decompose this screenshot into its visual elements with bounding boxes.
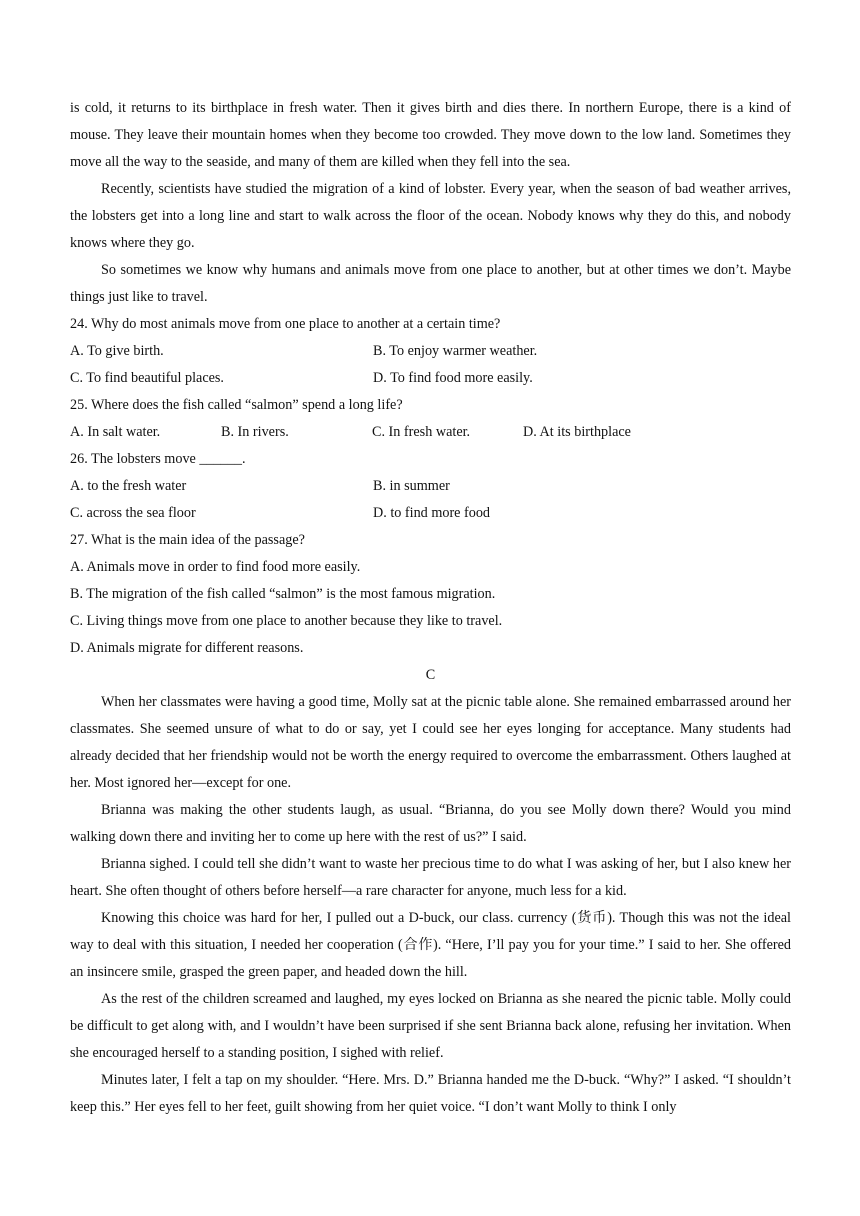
option-b: B. In rivers.: [221, 424, 289, 440]
option-c: C. across the sea floor: [70, 505, 196, 521]
option-d: D. Animals migrate for different reasons.: [70, 640, 304, 656]
question-25-stem: 25. Where does the fish called “salmon” spend a long life?: [70, 397, 403, 413]
option-b: B. in summer: [373, 478, 450, 494]
option-c: C. To find beautiful places.: [70, 370, 224, 386]
question-24-options-row-2: [70, 365, 791, 392]
paragraph-b3: So sometimes we know why humans and animals move from one place to another, but at other times we don’t. Maybe things just like to travel.: [70, 262, 791, 305]
section-heading-c: C: [425, 667, 436, 683]
paragraph-c5: As the rest of the children screamed and laughed, my eyes locked on Brianna as she neared the picnic table. Molly could be difficult to get along with, and I wouldn’t have been surprised if she sent Brianna back alone, refusing her invitation. When she encouraged herself to a standing position, I sighed with relief.: [70, 991, 791, 1061]
paragraph-c2: Brianna was making the other students laugh, as usual. “Brianna, do you see Molly down there? Would you mind walking down there and inviting her to come up here with the rest of us?” I said.: [70, 802, 791, 845]
question-26-options-row-1: [70, 473, 791, 500]
option-b: B. The migration of the fish called “salmon” is the most famous migration.: [70, 586, 496, 602]
option-a: A. In salt water.: [70, 424, 161, 440]
option-d: D. At its birthplace: [523, 424, 631, 440]
paragraph-b2: Recently, scientists have studied the migration of a kind of lobster. Every year, when the season of bad weather arrives, the lobsters get into a long line and start to walk across the floor of the ocean. Nobody knows why they do this, and nobody knows where they go.: [70, 181, 791, 251]
option-d: D. To find food more easily.: [373, 370, 533, 386]
option-b: B. To enjoy warmer weather.: [373, 343, 538, 359]
question-24-options-row-1: [70, 338, 791, 365]
question-24-stem: 24. Why do most animals move from one place to another at a certain time?: [70, 316, 501, 332]
option-a: A. to the fresh water: [70, 478, 187, 494]
option-d: D. to find more food: [373, 505, 491, 521]
question-26-stem: 26. The lobsters move ______.: [70, 451, 246, 467]
option-c: C. Living things move from one place to another because they like to travel.: [70, 613, 503, 629]
question-26-options-row-2: [70, 500, 791, 527]
document-page: [70, 95, 791, 1121]
option-a: A. Animals move in order to find food more easily.: [70, 559, 361, 575]
question-25-options-row: [70, 419, 791, 446]
paragraph-b1: is cold, it returns to its birthplace in fresh water. Then it gives birth and dies there. In northern Europe, there is a kind of mouse. They leave their mountain homes when they become too crowded. They move down to the low land. Sometimes they move all the way to the seaside, and many of them are killed when they fell into the sea.: [70, 100, 791, 170]
option-c: C. In fresh water.: [372, 424, 471, 440]
paragraph-c3: Brianna sighed. I could tell she didn’t want to waste her precious time to do what I was asking of her, but I also knew her heart. She often thought of others before herself—a rare character for anyone, much less for a kid.: [70, 856, 791, 899]
paragraph-c1: When her classmates were having a good time, Molly sat at the picnic table alone. She remained embarrassed around her classmates. She seemed unsure of what to do or say, yet I could see her eyes longing for acceptance. Many students had already decided that her friendship would not be worth the energy required to overcome the embarrassment. Others laughed at her. Most ignored her—except for one.: [70, 694, 791, 791]
paragraph-c4: Knowing this choice was hard for her, I pulled out a D-buck, our class. currency (货币). Though this was not the ideal way to deal with this situation, I needed her cooperation (合作). “Here, I’ll pay you for your time.” I said to her. She offered an insincere smile, grasped the green paper, and headed down the hill.: [70, 910, 791, 980]
question-27-stem: 27. What is the main idea of the passage?: [70, 532, 305, 548]
paragraph-c6: Minutes later, I felt a tap on my shoulder. “Here. Mrs. D.” Brianna handed me the D-buck. “Why?” I asked. “I shouldn’t keep this.” Her eyes fell to her feet, guilt showing from her quiet voice. “I don’t want Molly to think I only: [70, 1072, 791, 1115]
option-a: A. To give birth.: [70, 343, 164, 359]
